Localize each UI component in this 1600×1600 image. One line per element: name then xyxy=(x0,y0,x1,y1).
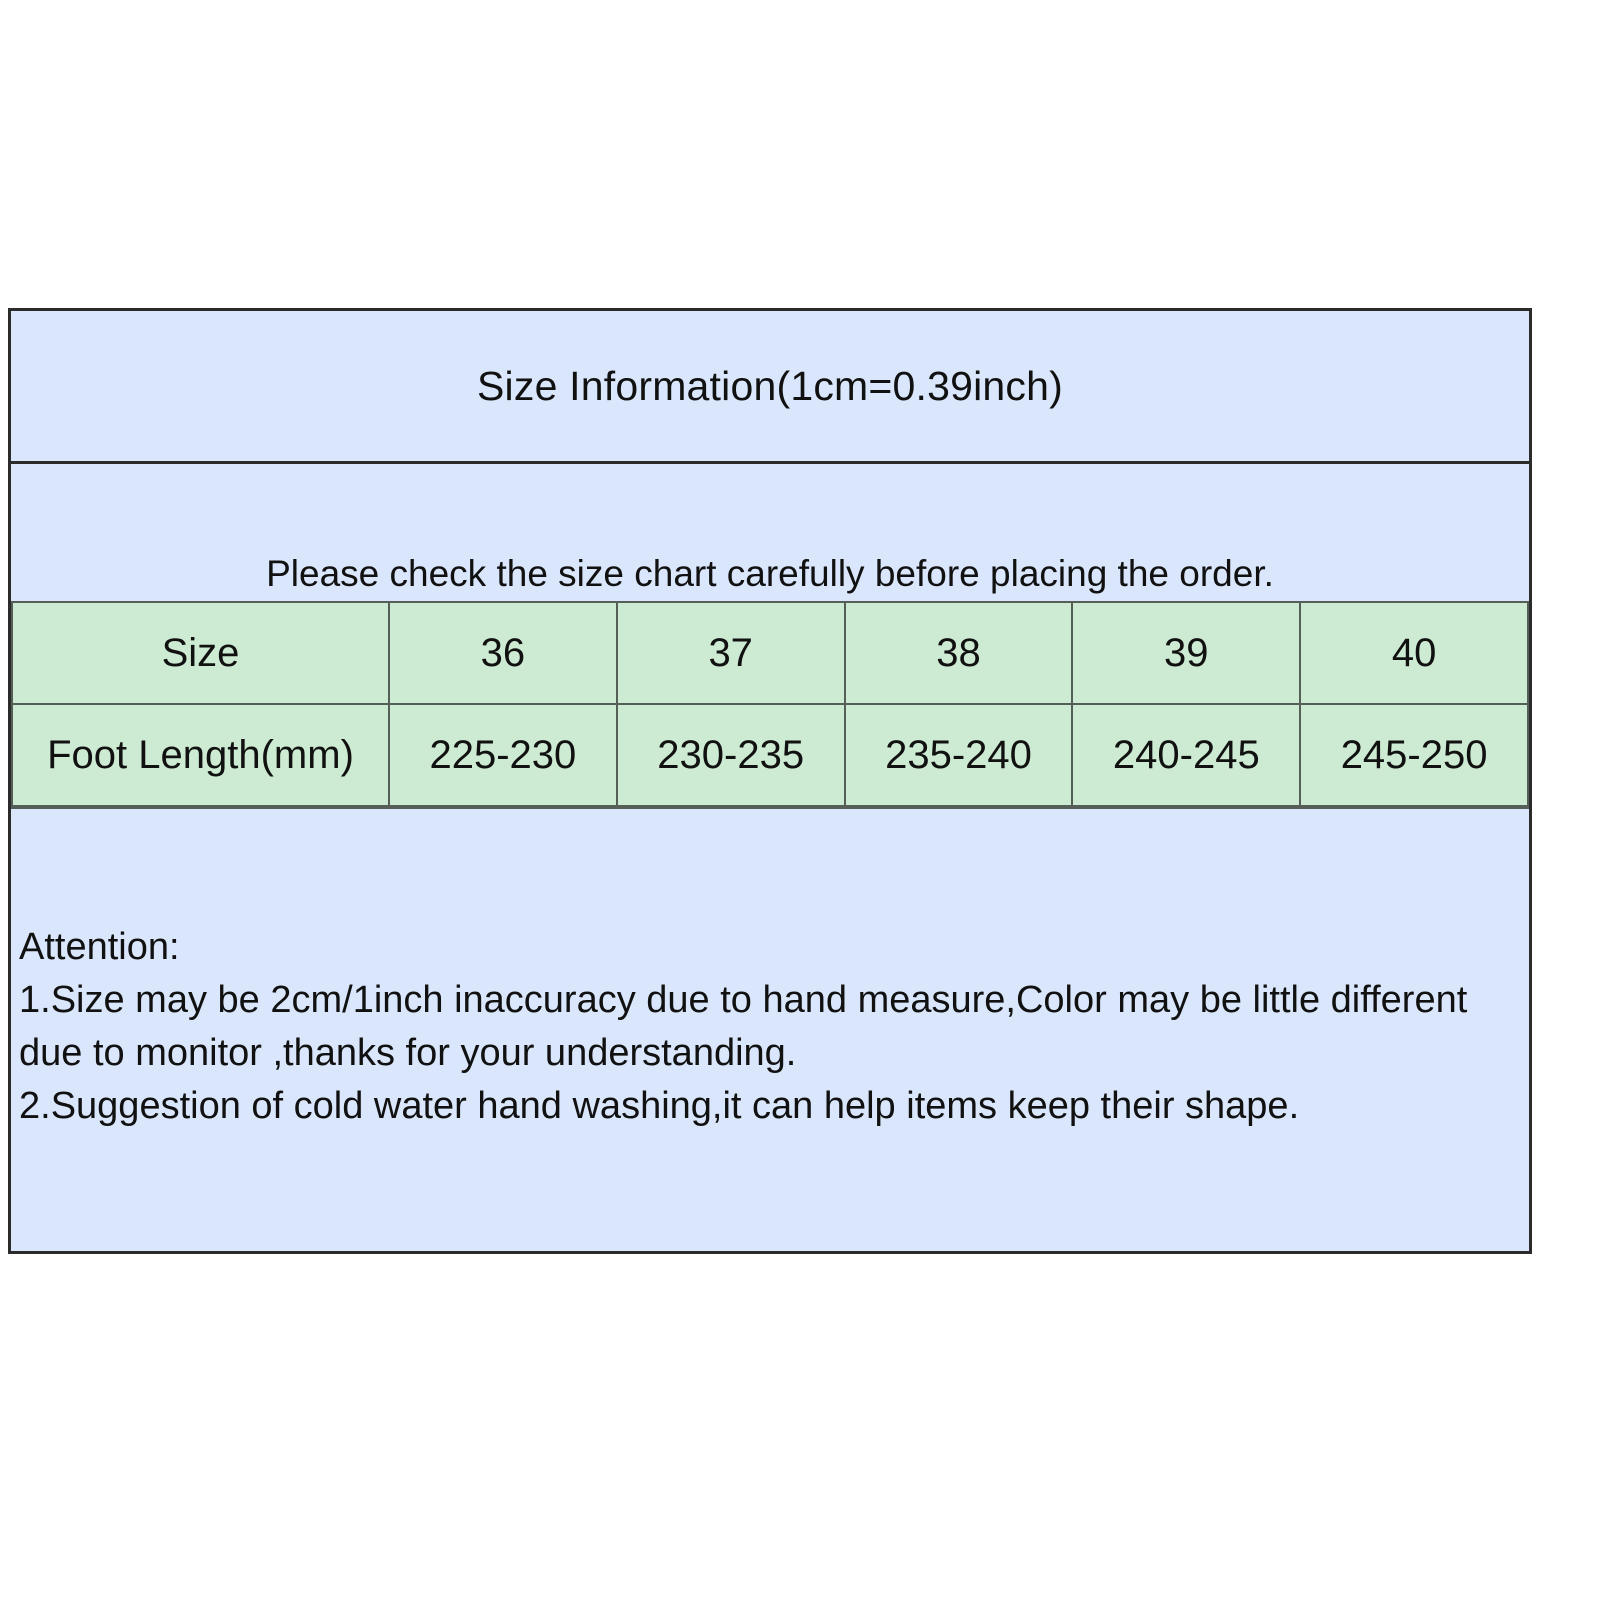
table-row xyxy=(12,704,1528,806)
foot-length-37: 230-235 xyxy=(617,704,845,806)
size-value-38: 38 xyxy=(845,602,1073,704)
size-information-chart xyxy=(8,308,1532,1254)
chart-title-band xyxy=(11,311,1529,464)
chart-title: Size Information(1cm=0.39inch) xyxy=(477,362,1063,409)
attention-line-2: 2.Suggestion of cold water hand washing,it can help items keep their shape. xyxy=(19,1085,1300,1127)
attention-line-1: 1.Size may be 2cm/1inch inaccuracy due to hand measure,Color may be little different due to monitor ,thanks for your understanding. xyxy=(19,979,1468,1074)
table-row xyxy=(12,602,1528,704)
foot-length-39: 240-245 xyxy=(1072,704,1300,806)
foot-length-36: 225-230 xyxy=(389,704,617,806)
chart-notice-band xyxy=(11,464,1529,601)
size-value-37: 37 xyxy=(617,602,845,704)
attention-heading: Attention: xyxy=(19,926,180,968)
foot-length-38: 235-240 xyxy=(845,704,1073,806)
size-value-39: 39 xyxy=(1072,602,1300,704)
chart-notice: Please check the size chart carefully before placing the order. xyxy=(266,553,1274,594)
row-header-size: Size xyxy=(12,602,389,704)
attention-band xyxy=(11,807,1529,1251)
size-value-40: 40 xyxy=(1300,602,1528,704)
size-table xyxy=(11,601,1529,807)
size-value-36: 36 xyxy=(389,602,617,704)
foot-length-40: 245-250 xyxy=(1300,704,1528,806)
row-header-foot-length: Foot Length(mm) xyxy=(12,704,389,806)
